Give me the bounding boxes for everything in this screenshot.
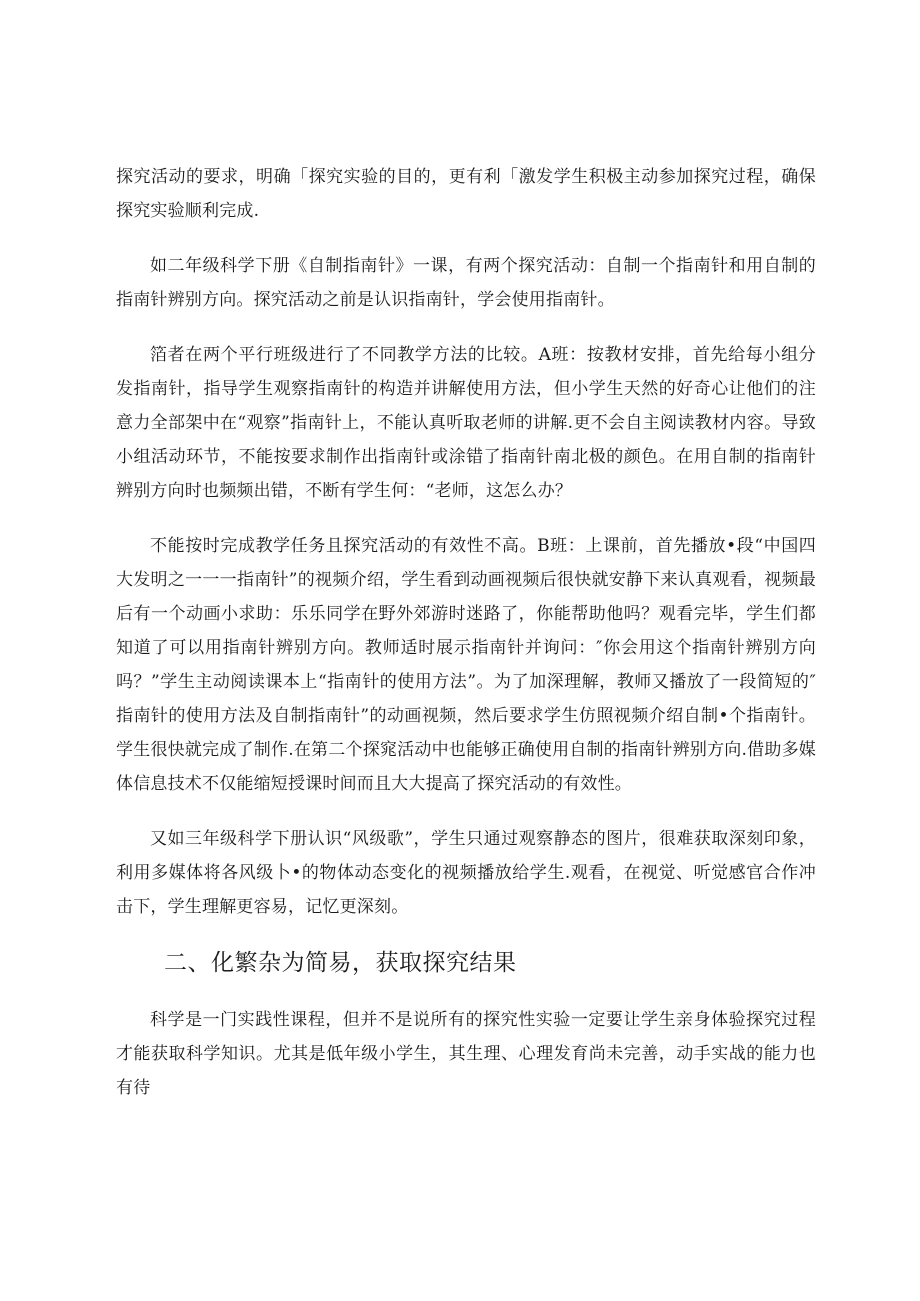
document-body xyxy=(116,160,816,1126)
paragraph-6: 科学是一门实践性课程，但并不是说所有的探究性实验一定要让学生亲身体验探究过程才能获取科学知识。尤其是低年级小学生，其生理、心理发育尚未完善，动手实战的能力也有待 xyxy=(116,1010,816,1098)
paragraph-5: 又如三年级科学下册认识“风级歌”，学生只通过观察静态的图片，很难获取深刻印象，利用多媒体将各风级卜•的物体动态变化的视频播放给学生.观看，在视觉、听觉感官合作冲击下，学生理解更容易，记忆更深刻。 xyxy=(116,829,816,917)
paragraph-4: 不能按时完成教学任务且探究活动的有效性不高。B班：上课前，首先播放•段“中国四大发明之一一一指南针”的视频介绍，学生看到动画视频后很快就安静下来认真观看，视频最后有一个动画小求助：乐乐同学在野外郊游时迷路了，你能帮助他吗？观看完毕，学生们都知道了可以用指南针辨别方向。教师适时展示指南针并询问：″你会用这个指南针辨别方向吗？”学生主动阅读课本上“指南针的使用方法”。为了加深理解，教师又播放了一段简短的″指南针的使用方法及自制指南针”的动画视频，然后要求学生仿照视频介绍自制•个指南针。学生很快就完成了制作.在第二个探窕活动中也能够正确使用自制的指南针辨别方向.借助多媒体信息技术不仅能缩短授课时间而且大大提高了探究活动的有效性。 xyxy=(116,536,816,794)
paragraph-1: 探究活动的要求，明确「探究实验的目的，更有利「激发学生积极主动参加探究过程，确保探究实验顺利完成. xyxy=(116,167,816,221)
paragraph-3: 箔者在两个平行班级进行了不同教学方法的比较。A班：按教材安排，首先给每小组分发指南针，指导学生观察指南针的构造并讲解使用方法，但小学生天然的好奇心让他们的注意力全部架中在“观察”指南针上，不能认真听取老师的讲解.更不会自主阅读教材内容。导致小组活动环节，不能按要求制作出指南针或涂错了指南针南北极的颜色。在用自制的指南针辨别方向时也频频出错，不断有学生何：“老师，这怎么办？ xyxy=(116,345,816,501)
paragraph-2: 如二年级科学下册《自制指南针》一课，有两个探究活动：自制一个指南针和用自制的指南针辨别方向。探究活动之前是认识指南针，学会使用指南针。 xyxy=(116,256,816,310)
section-heading: 二、化繁杂为简易，获取探究结果 xyxy=(164,950,517,976)
